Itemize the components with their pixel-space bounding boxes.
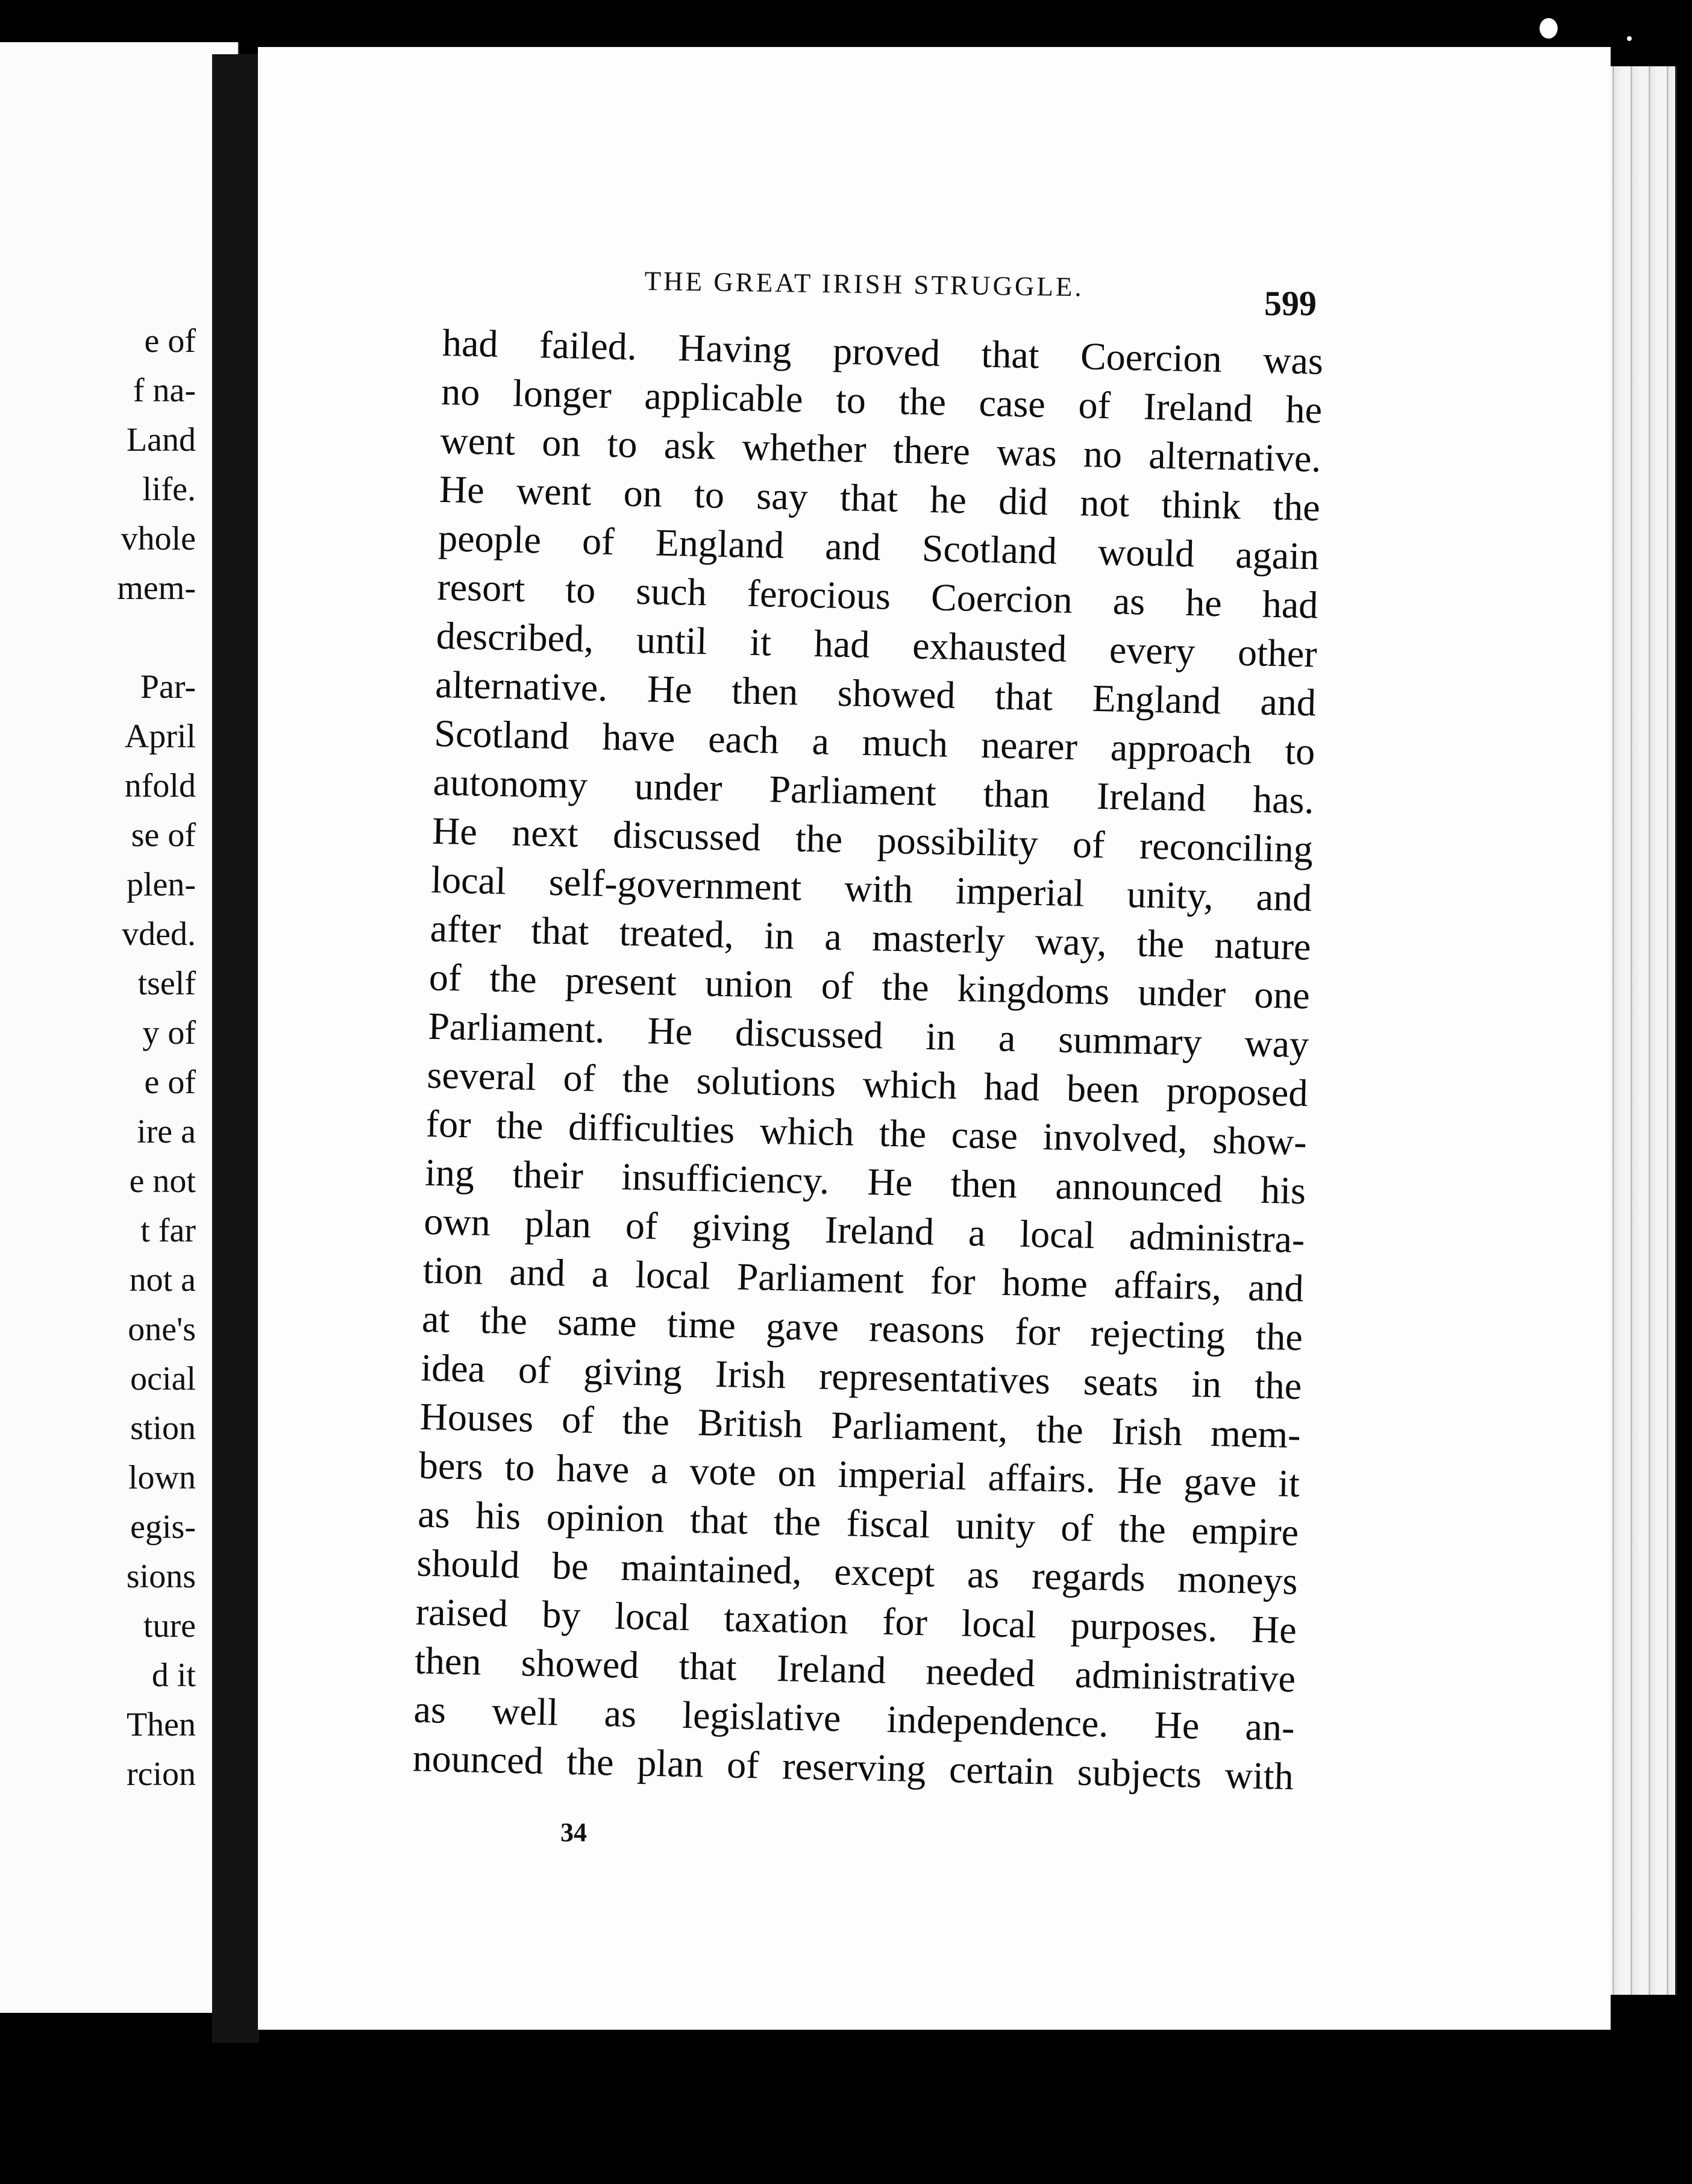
left-page-line: e of [144, 1064, 196, 1101]
text-line: He went on to say that he did not think the [439, 467, 1321, 529]
left-page-line: t far [140, 1212, 196, 1249]
text-line: raised by local taxation for local purposes. He [415, 1590, 1297, 1652]
text-line: several of the solutions which had been proposed [426, 1053, 1309, 1115]
text-line: autonomy under Parliament than Ireland has. [433, 760, 1315, 822]
left-page-line: e not [129, 1163, 196, 1200]
signature-mark: 34 [560, 1818, 587, 1847]
left-page-line: f na- [133, 372, 196, 409]
text-line: own plan of giving Ireland a local administra- [423, 1199, 1306, 1261]
left-page-line: life. [142, 471, 196, 508]
text-line: resort to such ferocious Coercion as he had [436, 565, 1319, 627]
left-page-line: vded. [122, 915, 196, 953]
text-line: tion and a local Parliament for home affairs, and [422, 1248, 1305, 1310]
left-page-line: ture [143, 1607, 196, 1645]
left-page-line: ire a [137, 1113, 196, 1150]
text-line: as well as legislative independence. He an- [413, 1687, 1296, 1749]
left-page-line: d it [151, 1657, 196, 1694]
left-page-line: egis- [130, 1508, 196, 1546]
left-page-line: Then [126, 1706, 196, 1743]
text-line: described, until it had exhausted every other [436, 613, 1318, 676]
text-line: as his opinion that the fiscal unity of the empire [417, 1492, 1299, 1554]
book-gutter [212, 54, 259, 2043]
left-page [0, 42, 239, 2013]
text-line: after that treated, in a masterly way, the nature [430, 906, 1312, 968]
body-text [412, 318, 1324, 1801]
scan-speck [1627, 36, 1632, 41]
text-line: for the difficulties which the case involved, show- [425, 1102, 1308, 1164]
text-line: had failed. Having proved that Coercion was [442, 321, 1324, 383]
left-page-line: se of [131, 817, 196, 854]
running-head: THE GREAT IRISH STRUGGLE. [644, 265, 1085, 303]
text-line: nounced the plan of reserving certain subjects with [412, 1736, 1294, 1798]
left-page-line: Land [126, 421, 196, 459]
left-page-line: plen- [126, 866, 196, 903]
left-page-line: mem- [117, 570, 196, 607]
left-page-line: ocial [130, 1360, 196, 1398]
text-line: no longer applicable to the case of Ireland he [440, 369, 1323, 431]
left-page-line: Par- [140, 668, 196, 706]
left-page-text [0, 316, 196, 1799]
text-line: at the same time gave reasons for rejecting the [421, 1297, 1303, 1359]
text-line: people of England and Scotland would again [437, 516, 1320, 578]
text-line: should be maintained, except as regards moneys [416, 1541, 1299, 1603]
text-line: He next discussed the possibility of reconciling [431, 809, 1314, 871]
text-line: went on to ask whether there was no alternative. [440, 418, 1322, 480]
left-page-line: y of [142, 1014, 196, 1052]
left-page-line: one's [128, 1311, 196, 1348]
text-line: bers to have a vote on imperial affairs. He gave it [418, 1443, 1300, 1505]
left-page-line: not a [129, 1261, 196, 1299]
left-page-line: nfold [124, 767, 196, 805]
page-number: 599 [1264, 284, 1317, 323]
text-line: ing their insufficiency. He then announced his [424, 1150, 1306, 1213]
left-page-line: e of [144, 322, 196, 360]
left-page-line: vhole [121, 520, 196, 557]
left-page-line: rcion [126, 1756, 196, 1793]
text-line: alternative. He then showed that England and [434, 662, 1317, 724]
left-page-line: April [124, 718, 196, 755]
text-line: Scotland have each a much nearer approach to [433, 711, 1316, 773]
text-line: Houses of the British Parliament, the Irish mem- [419, 1395, 1302, 1457]
text-line: local self-government with imperial unity, and [430, 858, 1312, 920]
left-page-line: sions [126, 1558, 196, 1595]
scan-speck [1540, 18, 1558, 39]
left-page-line: stion [130, 1410, 196, 1447]
text-line: Parliament. He discussed in a summary way [427, 1004, 1309, 1066]
text-line: idea of giving Irish representatives seats in the [420, 1346, 1302, 1408]
text-line: of the present union of the kingdoms under one [428, 955, 1311, 1017]
left-page-line [0, 613, 196, 662]
left-page-line: tself [137, 965, 196, 1002]
left-page-line: lown [128, 1459, 196, 1496]
text-line: then showed that Ireland needed administrative [414, 1639, 1296, 1701]
